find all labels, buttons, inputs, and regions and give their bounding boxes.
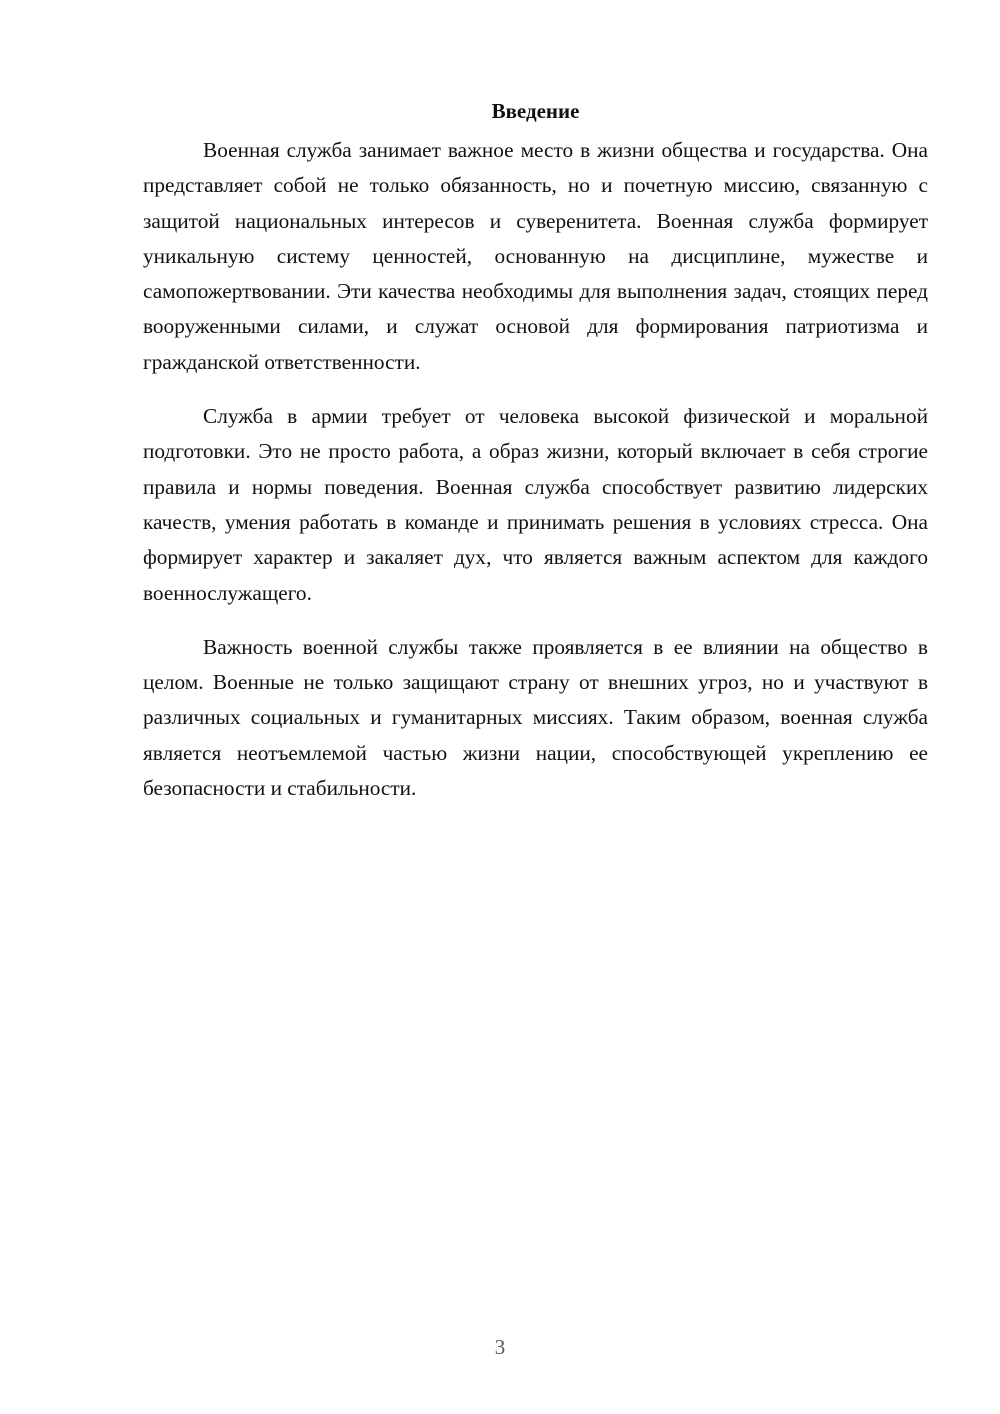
paragraph-2: Служба в армии требует от человека высокой физической и моральной подготовки. Это не просто работа, а образ жизни, который включает в себя строгие правила и нормы поведения. Военная служба способствует развитию лидерских качеств, умения работать в команде и принимать решения в условиях стресса. Она формирует характер и закаляет дух, что является важным аспектом для каждого военнослужащего. — [143, 404, 928, 605]
page-content — [143, 97, 928, 825]
section-title: Введение — [491, 99, 580, 123]
paragraph-1: Военная служба занимает важное место в жизни общества и государства. Она представляет собой не только обязанность, но и почетную миссию, связанную с защитой национальных интересов и суверенитета. Военная служба формирует уникальную систему ценностей, основанную на дисциплине, мужестве и самопожертвовании. Эти качества необходимы для выполнения задач, стоящих перед вооруженными силами, и служат основой для формирования патриотизма и гражданской ответственности. — [143, 138, 928, 374]
page-number: 3 — [494, 1335, 506, 1359]
paragraph-3: Важность военной службы также проявляется в ее влиянии на общество в целом. Военные не только защищают страну от внешних угроз, но и участвуют в различных социальных и гуманитарных миссиях. Таким образом, военная служба является неотъемлемой частью жизни нации, способствующей укреплению ее безопасности и стабильности. — [143, 634, 928, 801]
